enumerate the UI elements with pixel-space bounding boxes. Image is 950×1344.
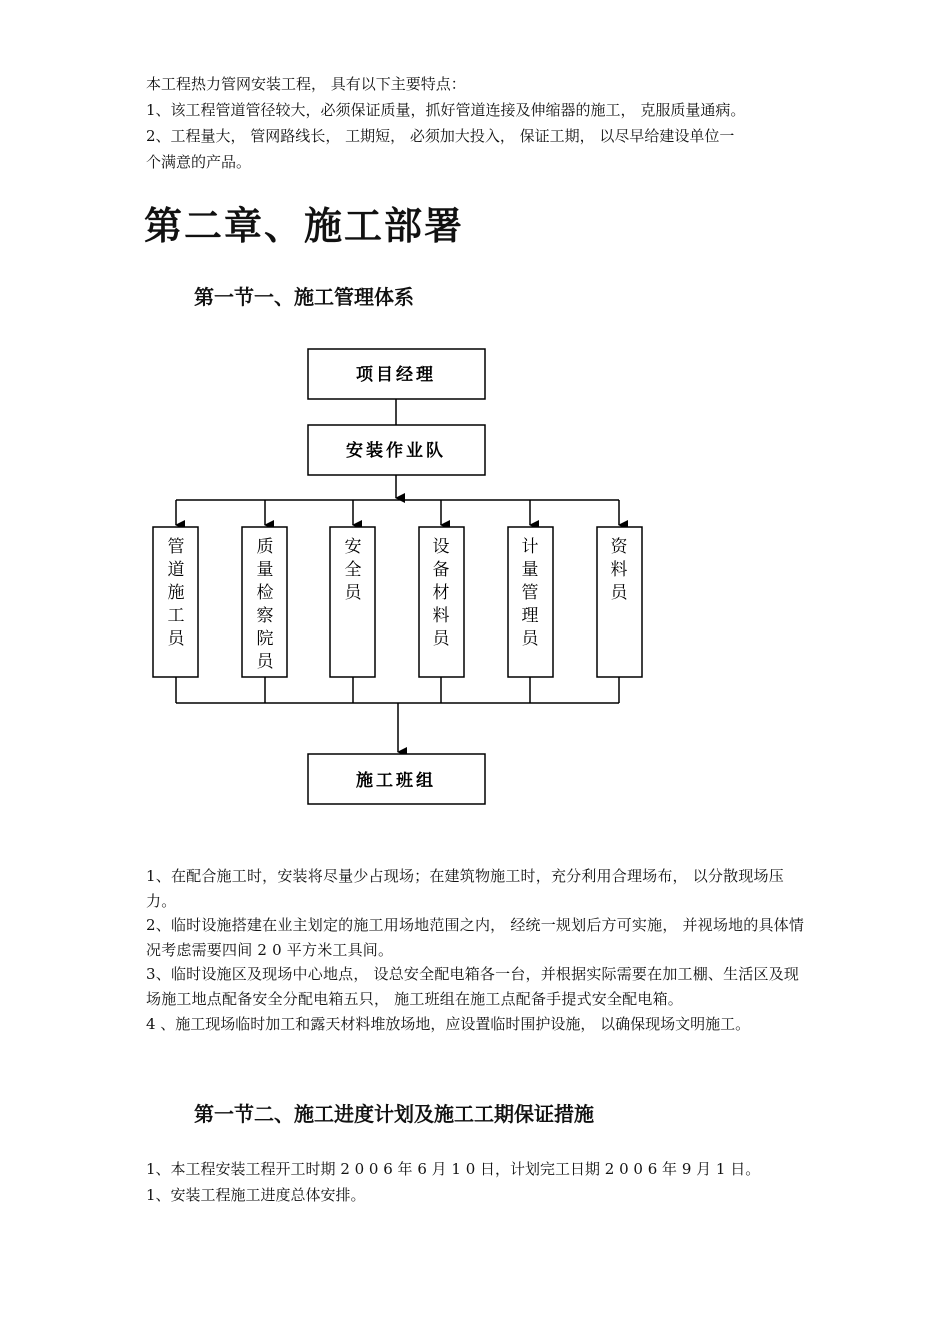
dept-label-2: 质量检察院员 (256, 537, 274, 672)
section-2-item-2: 1、安装工程施工进度总体安排。 (146, 1186, 366, 1204)
section-1-item-3: 3、临时设施区及现场中心地点， 设总安全配电箱各一台，并根据实际需要在加工棚、生活区及现场施工地点配备安全分配电箱五只， 施工班组在施工点配备手提式安全配电箱。 (146, 965, 800, 1008)
chapter-title: 第二章、施工部署 (144, 203, 465, 248)
dept-label-4: 设备材料员 (432, 537, 450, 649)
dept-label-1: 管道施工员 (167, 537, 185, 649)
dept-label-3: 安全员 (344, 537, 362, 603)
dept-label-6: 资料员 (610, 537, 628, 603)
box-project-manager-label: 项目经理 (356, 365, 436, 385)
intro-line-2: 1、该工程管道管径较大，必须保证质量，抓好管道连接及伸缩器的施工， 克服质量通病。 (146, 101, 746, 119)
box-construction-crew-label: 施工班组 (356, 771, 436, 791)
intro-line-3: 2、工程量大， 管网路线长， 工期短， 必须加大投入， 保证工期， 以尽早给建设单位一 (146, 127, 735, 145)
section-1-item-4: 4 、施工现场临时加工和露天材料堆放场地，应设置临时围护设施， 以确保现场文明施工。 (146, 1015, 751, 1033)
section-1-item-1: 1、在配合施工时，安装将尽量少占现场；在建筑物施工时，充分利用合理场布， 以分散现场压力。 (146, 867, 784, 910)
section-1-title: 第一节一、施工管理体系 (194, 285, 414, 309)
intro-line-4: 个满意的产品。 (146, 153, 252, 171)
section-1-item-2: 2、临时设施搭建在业主划定的施工用场地范围之内， 经统一规划后方可实施， 并视场地的具体情况考虑需要四间 2 0 平方米工具间。 (146, 916, 805, 959)
intro-line-1: 本工程热力管网安装工程， 具有以下主要特点： (146, 75, 466, 93)
section-2-item-1: 1、本工程安装工程开工时期 2 0 0 6 年 6 月 1 0 日，计划完工日期 2 0 0 6 年 9 月 1 日。 (146, 1160, 761, 1178)
box-install-team-label: 安装作业队 (346, 441, 446, 461)
dept-label-5: 计量管理员 (521, 537, 539, 649)
section-2-title: 第一节二、施工进度计划及施工工期保证措施 (194, 1102, 594, 1126)
